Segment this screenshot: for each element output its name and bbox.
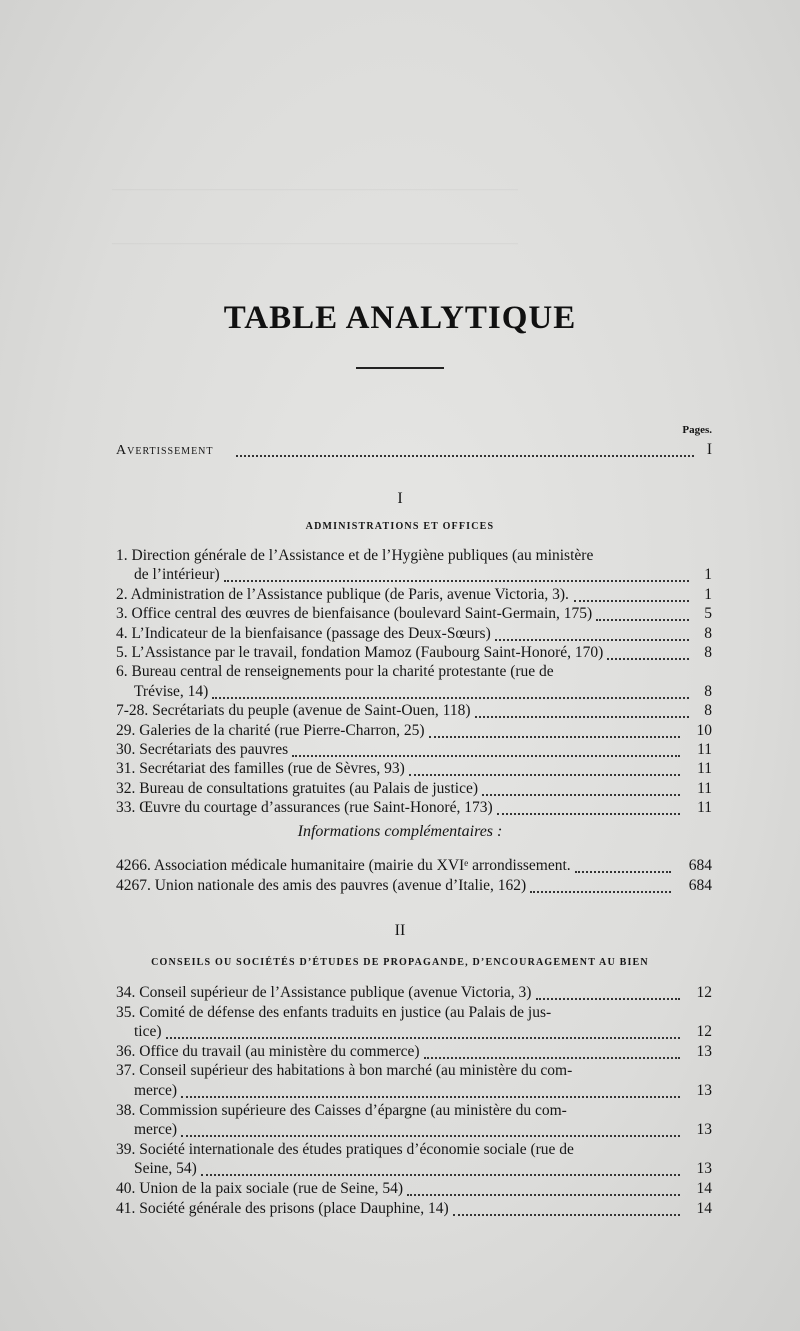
leader-dots <box>497 813 680 815</box>
toc-entry <box>116 546 712 566</box>
subsection-title: Informations complémentaires : <box>297 823 503 840</box>
entry-page: 12 <box>696 984 712 1001</box>
entry-text: tice) <box>134 1023 162 1041</box>
toc-entry <box>116 779 712 799</box>
leader-dots <box>181 1096 680 1098</box>
toc-entry <box>116 721 712 741</box>
entry-text: de l’intérieur) <box>134 566 220 584</box>
leader-dots <box>530 891 671 893</box>
entry-text: 34. Conseil supérieur de l’Assistance publique (avenue Victoria, 3) <box>116 984 532 1001</box>
leader-dots <box>475 716 690 718</box>
toc-entry <box>116 876 712 896</box>
entry-page: 11 <box>697 741 712 758</box>
toc-entry <box>116 585 712 605</box>
page-title: TABLE ANALYTIQUE <box>223 300 577 336</box>
toc-entry <box>116 1140 712 1160</box>
section-number: II <box>394 922 406 939</box>
leader-dots <box>536 998 680 1000</box>
toc-entry <box>116 983 712 1003</box>
entry-text: 4. L’Indicateur de la bienfaisance (passage des Deux-Sœurs) <box>116 624 491 642</box>
toc-entry-continuation <box>134 565 712 585</box>
entry-page: 11 <box>697 760 712 778</box>
entry-text: 36. Office du travail (au ministère du commerce) <box>116 1042 420 1060</box>
entry-text: 5. L’Assistance par le travail, fondation Mamoz (Faubourg Saint-Honoré, 170) <box>116 644 604 661</box>
entry-page: 8 <box>704 702 712 720</box>
toc-entry <box>116 701 712 721</box>
entry-page: 13 <box>696 1160 712 1178</box>
leader-dots <box>429 736 680 738</box>
entry-text: 40. Union de la paix sociale (rue de Seine, 54) <box>116 1180 404 1197</box>
section-title: CONSEILS OU SOCIÉTÉS D’ÉTUDES DE PROPAGANDE, D’ENCOURAGEMENT AU BIEN <box>151 957 649 968</box>
entry-text: 29. Galeries de la charité (rue Pierre-Charron, 25) <box>116 721 425 739</box>
entry-page: 1 <box>704 566 712 584</box>
leader-dots <box>166 1037 680 1039</box>
toc-entry-continuation <box>134 1120 712 1140</box>
leader-dots <box>212 697 689 699</box>
toc-entry-continuation <box>134 1159 712 1179</box>
toc-entry <box>116 856 712 876</box>
leader-dots <box>575 871 671 873</box>
entry-text: merce) <box>134 1082 178 1099</box>
entry-text: Trévise, 14) <box>134 682 209 700</box>
entry-page: 13 <box>696 1121 712 1139</box>
leader-dots <box>224 580 689 582</box>
leader-dots <box>574 600 689 602</box>
toc-entry-continuation <box>134 1022 712 1042</box>
entry-page: 8 <box>704 644 712 661</box>
toc-entry <box>116 1199 712 1219</box>
section-title: ADMINISTRATIONS ET OFFICES <box>305 521 495 532</box>
leader-dots <box>453 1214 680 1216</box>
bleed-through-text: ————————————————————————————— <box>112 182 518 197</box>
entry-text: merce) <box>134 1121 178 1139</box>
entry-page: 11 <box>697 799 712 817</box>
leader-dots <box>424 1057 680 1059</box>
entry-page: 12 <box>696 1023 712 1041</box>
entry-page: 11 <box>697 779 712 797</box>
entry-text: 1. Direction générale de l’Assistance et de l’Hygiène publiques (au ministère <box>116 547 594 564</box>
entry-page: 1 <box>704 585 712 603</box>
toc-entry <box>116 1101 712 1121</box>
leader-dots <box>201 1174 680 1176</box>
entry-page: I <box>706 441 712 458</box>
entry-text: 37. Conseil supérieur des habitations à bon marché (au ministère du com- <box>116 1062 573 1080</box>
entry-text: 39. Société internationale des études pratiques d’économie sociale (rue de <box>116 1140 574 1158</box>
entry-text: 38. Commission supérieure des Caisses d’épargne (au ministère du com- <box>116 1101 567 1119</box>
entry-text: 31. Secrétariat des familles (rue de Sèvres, 93) <box>116 760 405 778</box>
toc-entry <box>116 798 712 818</box>
entry-page: 14 <box>696 1199 712 1217</box>
entry-text: Seine, 54) <box>134 1160 197 1178</box>
entry-text: 30. Secrétariats des pauvres <box>116 741 289 758</box>
leader-dots <box>607 658 689 660</box>
avertissement-entry <box>116 440 712 460</box>
entry-label: Avertissement <box>116 443 214 458</box>
entry-text: 6. Bureau central de renseignements pour la charité protestante (rue de <box>116 663 554 681</box>
entry-text: 3. Office central des œuvres de bienfaisance (boulevard Saint-Germain, 175) <box>116 605 593 623</box>
entry-page: 14 <box>696 1180 712 1197</box>
toc-entry <box>116 1061 712 1081</box>
entry-page: 5 <box>704 605 712 623</box>
toc-entry <box>116 1179 712 1199</box>
entry-page: 684 <box>688 857 712 874</box>
leader-dots <box>482 794 680 796</box>
toc-entry <box>116 1003 712 1023</box>
entry-text: 33. Œuvre du courtage d’assurances (rue Saint-Honoré, 173) <box>116 799 493 817</box>
entry-text: 2. Administration de l’Assistance publique (de Paris, avenue Victoria, 3). <box>116 585 569 603</box>
entry-text: 4266. Association médicale humanitaire (mairie du XVIᵉ arrondissement. <box>116 857 571 874</box>
entry-page: 8 <box>704 682 712 700</box>
pages-column-header: Pages. <box>682 424 712 436</box>
entry-page: 13 <box>696 1042 712 1060</box>
leader-dots <box>181 1135 680 1137</box>
toc-entry <box>116 643 712 663</box>
toc-entry <box>116 759 712 779</box>
entry-text: 7-28. Secrétariats du peuple (avenue de Saint-Ouen, 118) <box>116 702 471 720</box>
entry-page: 13 <box>696 1082 712 1099</box>
entry-text: 35. Comité de défense des enfants traduits en justice (au Palais de jus- <box>116 1003 552 1021</box>
leader-dots <box>292 755 680 757</box>
toc-entry <box>116 1042 712 1062</box>
entry-page: 10 <box>696 721 712 739</box>
title-rule <box>356 367 444 369</box>
toc-entry <box>116 662 712 682</box>
toc-entry <box>116 604 712 624</box>
entry-page: 8 <box>704 624 712 642</box>
toc-entry-continuation <box>134 682 712 702</box>
bleed-through-text: ————————————————————————————— <box>112 236 518 251</box>
entry-text: 41. Société générale des prisons (place Dauphine, 14) <box>116 1199 449 1217</box>
leader-dots <box>407 1194 680 1196</box>
entry-page: 684 <box>688 876 712 894</box>
entry-text: 32. Bureau de consultations gratuites (au Palais de justice) <box>116 779 479 797</box>
leader-dots <box>495 639 689 641</box>
section-number: I <box>397 490 403 507</box>
leader-dots <box>409 774 680 776</box>
leader-dots <box>596 619 689 621</box>
toc-entry <box>116 740 712 760</box>
toc-entry-continuation <box>134 1081 712 1101</box>
entry-text: 4267. Union nationale des amis des pauvres (avenue d’Italie, 162) <box>116 876 527 894</box>
leader-dots <box>236 455 694 457</box>
toc-entry <box>116 624 712 644</box>
